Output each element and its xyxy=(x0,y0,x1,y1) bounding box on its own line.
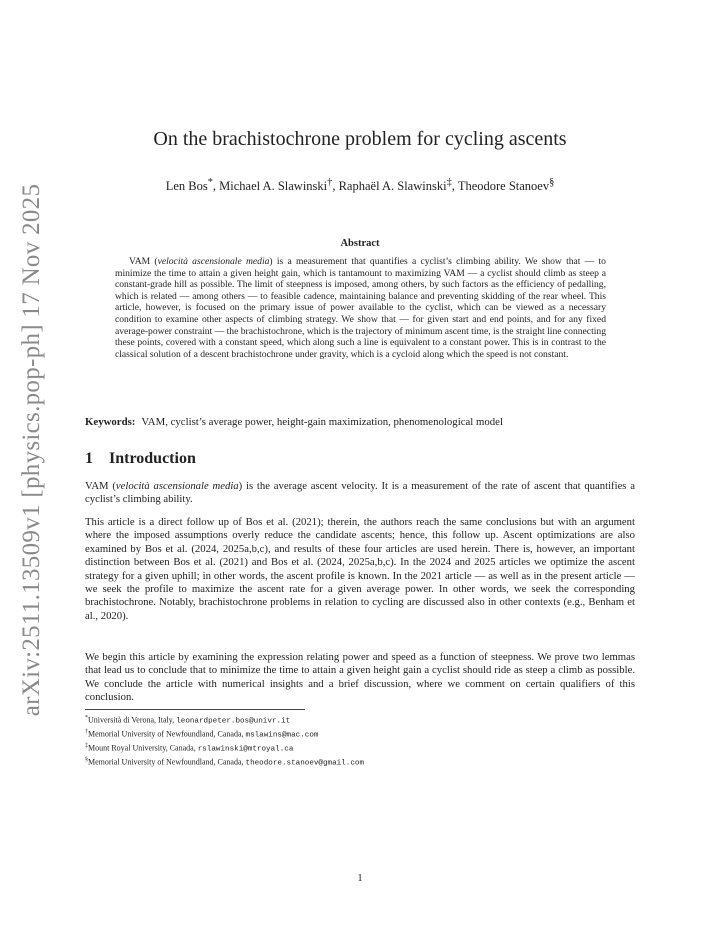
author-mark: ‡ xyxy=(446,177,452,188)
section-number: 1 xyxy=(85,450,93,467)
abstract-heading: Abstract xyxy=(340,238,380,249)
footnote xyxy=(85,741,645,755)
footnote xyxy=(85,713,645,727)
footnote-text: Università di Verona, Italy, xyxy=(88,715,177,725)
section-title: Introduction xyxy=(109,450,196,467)
abstract-italic-term: velocità ascensionale media xyxy=(157,256,270,267)
author-name: Michael A. Slawinski xyxy=(219,179,328,194)
intro-paragraph-1 xyxy=(85,480,635,507)
page-number: 1 xyxy=(357,873,363,884)
footnote-mark: * xyxy=(85,715,88,721)
author-name: Raphaël A. Slawinski xyxy=(338,179,447,194)
footnote-text: Memorial University of Newfoundland, Canada, xyxy=(88,729,246,739)
keywords-text: VAM, cyclist’s average power, height-gain maximization, phenomenological model xyxy=(141,416,503,428)
footnote-email: leonardpeter.bos@univr.it xyxy=(176,717,291,726)
abstract-text: ) is a measurement that quantifies a cyclist’s climbing ability. We show that — to minimize the time to attain a given height gain, which is tantamount to maximizing VAM — a cyclist should climb as steep a constant-grade hill as possible. The limit of steepness is imposed, among others, by such factors as the efficiency of pedalling, which is related — among others — to feasible cadence, maintaining balance and preventing skidding of the rear wheel. This article, however, is focused on the primary issue of power available to the cyclist, which can be viewed as a necessary condition to examine other aspects of climbing strategy. We show that — for given start and end points, and for any fixed average-power constraint — the brachistochrone, which is the trajectory of minimum ascent time, is the straight line connecting these points, covered with a constant speed, which along such a line is equivalent to a constant power. This is in contrast to the classical solution of a descent brachistochrone under gravity, which is a cycloid along which the speed is not constant. xyxy=(115,256,606,360)
author-mark: * xyxy=(207,177,213,188)
footnote-text: Memorial University of Newfoundland, Canada, xyxy=(88,757,246,767)
abstract-text: VAM ( xyxy=(129,256,158,267)
arxiv-identifier: arXiv:2511.13509v1 [physics.pop-ph] 17 Nov 2025 xyxy=(18,183,45,717)
paragraph-text: VAM ( xyxy=(85,480,116,492)
paragraph-italic-term: velocità ascensionale media xyxy=(115,480,239,492)
footnote-text: Mount Royal University, Canada, xyxy=(88,743,198,753)
author-name: Len Bos xyxy=(165,179,208,194)
footnote-rule xyxy=(85,709,305,710)
keywords-line xyxy=(85,416,645,428)
author-name: Theodore Stanoev xyxy=(457,179,550,194)
intro-paragraph-3: We begin this article by examining the expression relating power and speed as a function of steepness. We prove two lemmas that lead us to conclude that to minimize the time to attain a given height gain a cyclist should ride as steep a climb as possible. We conclude the article with numerical insights and a brief discussion, where we comment on certain qualifiers of this conclusion. xyxy=(85,651,635,704)
author-mark: † xyxy=(327,177,333,188)
footnote xyxy=(85,755,645,769)
author-mark: § xyxy=(549,177,555,188)
author-list: Len Bos*, Michael A. Slawinski†, Raphaël A. Slawinski‡, Theodore Stanoev§ xyxy=(165,177,555,194)
footnote xyxy=(85,727,645,741)
abstract-body xyxy=(115,256,606,360)
paper-title: On the brachistochrone problem for cycling ascents xyxy=(153,128,567,150)
arxiv-sidebar-stamp xyxy=(12,183,52,717)
footnote-mark: † xyxy=(85,729,88,736)
footnote-mark: § xyxy=(85,757,88,764)
footnotes xyxy=(85,713,645,769)
section-heading xyxy=(85,450,196,468)
intro-paragraph-2: This article is a direct follow up of Bos et al. (2021); therein, the authors reach the same conclusions but with an argument where the imposed assumptions overly reduce the candidate ascents; hence, this follow up. Ascent optimizations are also examined by Bos et al. (2024, 2025a,b,c), and results of these four articles are used herein. There is, however, an important distinction between Bos et al. (2021) and Bos et al. (2024, 2025a,b,c). In the 2024 and 2025 articles we optimize the ascent strategy for a given uphill; in other words, the ascent profile is known. In the 2021 article — as well as in the present article — we seek the profile to maximize the ascent rate for a given average power. In other words, we seek the corresponding brachistochrone. Notably, brachistochrone problems in relation to cycling are discussed also in other contexts (e.g., Benham et al., 2020). xyxy=(85,516,635,622)
paragraph-text: ) is the average ascent velocity. It is a measurement of the rate of ascent that quantifies a cyclist’s climbing ability. xyxy=(85,480,636,506)
footnote-mark: ‡ xyxy=(85,743,88,750)
footnote-email: rslawinski@mtroyal.ca xyxy=(197,745,294,754)
footnote-email: theodore.stanoev@gmail.com xyxy=(245,759,364,768)
keywords-label: Keywords: xyxy=(85,416,136,428)
footnote-email: mslawins@mac.com xyxy=(245,731,319,740)
